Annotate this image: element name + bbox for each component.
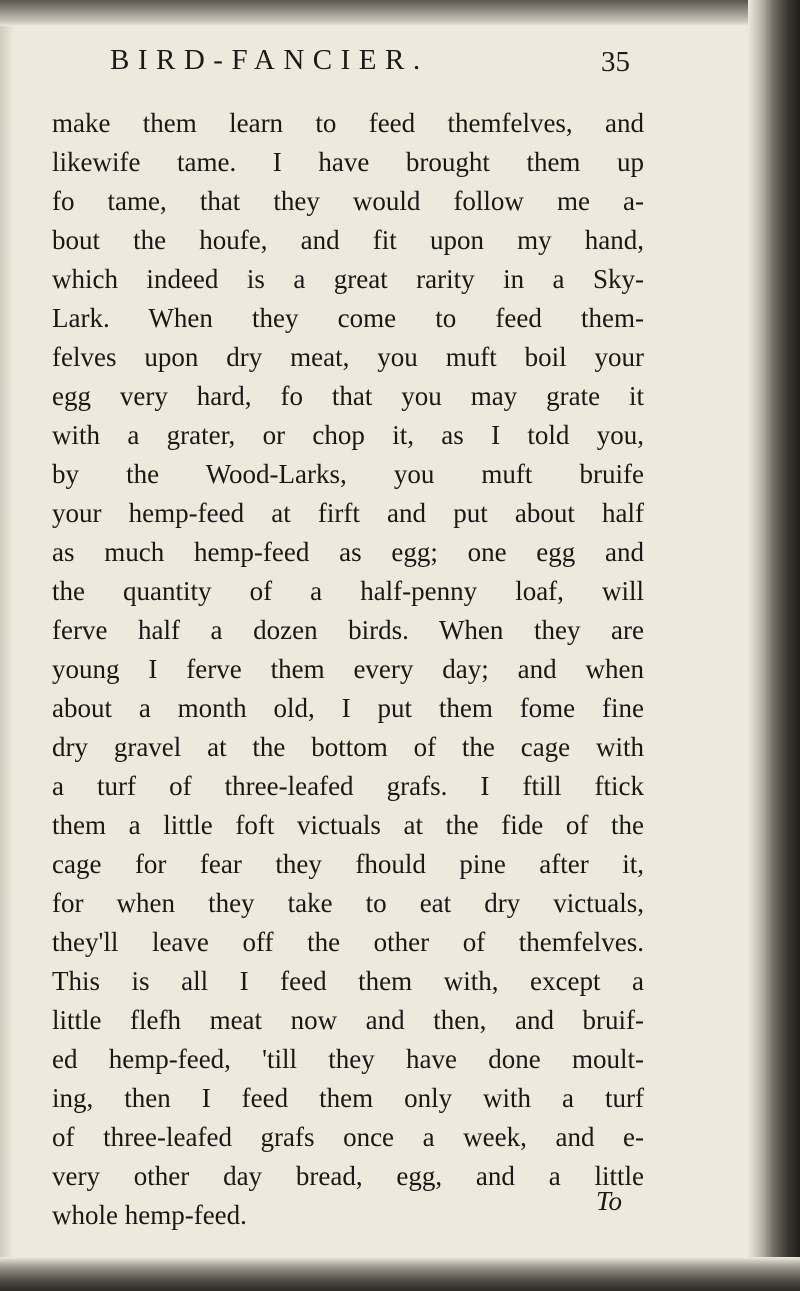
text-line: a turf of three-leafed grafs. I ftill ftick [52,771,644,801]
text-line: likewife tame. I have brought them up [52,147,644,177]
text-line: felves upon dry meat, you muft boil your [52,342,644,372]
text-line: your hemp-feed at firft and put about half [52,498,644,528]
text-line: ed hemp-feed, 'till they have done moult- [52,1044,644,1074]
body-text [52,104,644,1235]
text-line: the quantity of a half-penny loaf, will [52,576,644,606]
text-line: as much hemp-feed as egg; one egg and [52,537,644,567]
text-line: Lark. When they come to feed them- [52,303,644,333]
text-line: dry gravel at the bottom of the cage with [52,732,644,762]
text-line: cage for fear they fhould pine after it, [52,849,644,879]
text-line-last: whole hemp-feed. [52,1200,247,1230]
running-head [110,44,630,84]
text-line: which indeed is a great rarity in a Sky- [52,264,644,294]
text-line: by the Wood-Larks, you muft bruife [52,459,644,489]
text-line: they'll leave off the other of themfelves. [52,927,644,957]
text-line: with a grater, or chop it, as I told you, [52,420,644,450]
text-line: them a little foft victuals at the fide of the [52,810,644,840]
text-line: for when they take to eat dry victuals, [52,888,644,918]
text-line: about a month old, I put them fome fine [52,693,644,723]
text-line: little flefh meat now and then, and bruif- [52,1005,644,1035]
page-top-edge [0,0,800,26]
page-left-edge [0,0,14,1291]
text-line: ing, then I feed them only with a turf [52,1083,644,1113]
page-binding-edge [748,0,800,1291]
catchword: To [596,1186,623,1216]
text-line: bout the houfe, and fit upon my hand, [52,225,644,255]
page-number: 35 [601,46,630,78]
text-line: young I ferve them every day; and when [52,654,644,684]
text-line: This is all I feed them with, except a [52,966,644,996]
text-line: of three-leafed grafs once a week, and e- [52,1122,644,1152]
text-line: ferve half a dozen birds. When they are [52,615,644,645]
text-line: fo tame, that they would follow me a- [52,186,644,216]
running-title: BIRD-FANCIER. [110,44,429,76]
text-line: very other day bread, egg, and a little [52,1161,644,1191]
text-line: make them learn to feed themfelves, and [52,108,644,138]
page-bottom-edge [0,1257,800,1291]
text-line: egg very hard, fo that you may grate it [52,381,644,411]
